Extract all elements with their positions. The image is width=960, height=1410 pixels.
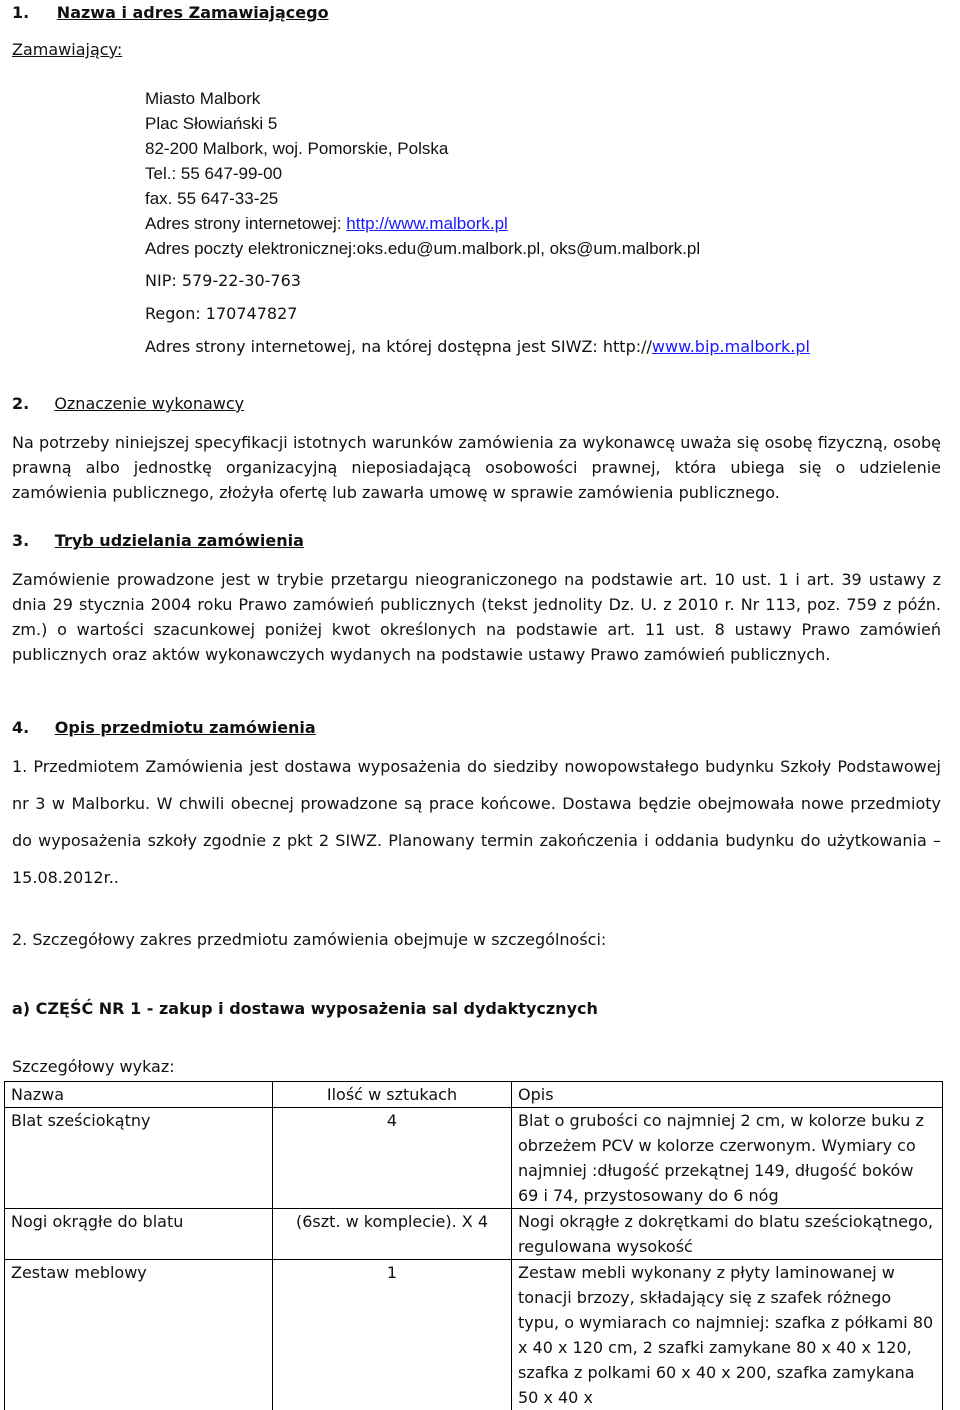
phone-line: Tel.: 55 647-99-00 [145, 164, 282, 184]
row-desc: Blat o grubości co najmniej 2 cm, w kolorze buku z obrzeżem PCV w kolorze czerwonym. Wymiary co najmniej :długość przekątnej 149, długość boków 69 i 74, przystosowany do 6 nóg [512, 1108, 943, 1209]
row-desc: Zestaw mebli wykonany z płyty laminowanej w tonacji brzozy, składający się z szafek różnego typu, o wymiarach co najmniej: szafka z półkami 80 x 40 x 120 cm, 2 szafki zamykane 80 x 40 x 120, szafka z polkami 60 x 40 x 200, szafka zamykana 50 x 40 x [512, 1260, 943, 1410]
orderer-label: Zamawiający: [12, 40, 122, 59]
table-row [5, 1209, 943, 1260]
section1-title: Nazwa i adres Zamawiającego [57, 3, 329, 22]
section2-heading [12, 394, 244, 413]
header-desc: Opis [512, 1082, 943, 1108]
items-table [4, 1081, 943, 1410]
section2-number: 2. [12, 394, 29, 413]
email-line: Adres poczty elektronicznej:oks.edu@um.malbork.pl, oks@um.malbork.pl [145, 239, 700, 259]
section3-body: Zamówienie prowadzone jest w trybie przetargu nieograniczonego na podstawie art. 10 ust. 1 i art. 39 ustawy z dnia 29 stycznia 2004 roku Prawo zamówień publicznych (tekst jednolity Dz. U. z 2010 r. Nr 113, poz. 759 z późn. zm.) o wartości szacunkowej poniżej kwot określonych na podstawie art. 11 ust. 8 ustawy Prawo zamówień publicznych oraz aktów wykonawczych wydanych na podstawie ustawy Prawo zamówień publicznych. [12, 567, 941, 667]
table-row [5, 1260, 943, 1410]
section1-heading [12, 3, 329, 22]
row-name: Blat sześciokątny [5, 1108, 273, 1209]
row-qty: 1 [273, 1260, 512, 1410]
table-row [5, 1108, 943, 1209]
section3-heading [12, 531, 304, 550]
website-prefix: Adres strony internetowej: [145, 214, 346, 233]
section2-title: Oznaczenie wykonawcy [54, 394, 244, 413]
section4-number: 4. [12, 718, 29, 737]
regon-line: Regon: 170747827 [145, 304, 297, 323]
section2-body: Na potrzeby niniejszej specyfikacji istotnych warunków zamówienia za wykonawcę uważa się osobę fizyczną, osobę prawną albo jednostkę organizacyjną nieposiadającą osobowości prawnej, która ubiega się o udzielenie zamówienia publicznego, złożyła ofertę lub zawarła umowę w sprawie zamówienia publicznego. [12, 430, 941, 505]
header-qty: Ilość w sztukach [273, 1082, 512, 1108]
section4-title: Opis przedmiotu zamówienia [55, 718, 316, 737]
siwz-line [145, 337, 810, 356]
nip-line: NIP: 579-22-30-763 [145, 271, 301, 290]
row-qty: 4 [273, 1108, 512, 1209]
website-link[interactable]: http://www.malbork.pl [346, 214, 508, 233]
section3-number: 3. [12, 531, 29, 550]
section4-para1: 1. Przedmiotem Zamówienia jest dostawa wyposażenia do siedziby nowopowstałego budynku Szkoły Podstawowej nr 3 w Malborku. W chwili obecnej prowadzone są prace końcowe. Dostawa będzie obejmowała nowe przedmioty do wyposażenia szkoły zgodnie z pkt 2 SIWZ. Planowany termin zakończenia i oddania budynku do użytkowania – 15.08.2012r.. [12, 748, 941, 896]
website-line [145, 214, 508, 234]
header-name: Nazwa [5, 1082, 273, 1108]
section1-number: 1. [12, 3, 29, 22]
list-label: Szczegółowy wykaz: [12, 1057, 175, 1076]
address-line-1: Miasto Malbork [145, 89, 260, 109]
fax-line: fax. 55 647-33-25 [145, 189, 278, 209]
siwz-link[interactable]: www.bip.malbork.pl [652, 337, 810, 356]
address-line-2: Plac Słowiański 5 [145, 114, 277, 134]
siwz-prefix: Adres strony internetowej, na której dostępna jest SIWZ: http:// [145, 337, 652, 356]
section4-heading [12, 718, 316, 737]
row-qty: (6szt. w komplecie). X 4 [273, 1209, 512, 1260]
address-line-3: 82-200 Malbork, woj. Pomorskie, Polska [145, 139, 448, 159]
row-name: Nogi okrągłe do blatu [5, 1209, 273, 1260]
row-desc: Nogi okrągłe z dokrętkami do blatu sześciokątnego, regulowana wysokość [512, 1209, 943, 1260]
row-name: Zestaw meblowy [5, 1260, 273, 1410]
table-header-row [5, 1082, 943, 1108]
section3-title: Tryb udzielania zamówienia [55, 531, 304, 550]
section4-para2: 2. Szczegółowy zakres przedmiotu zamówienia obejmuje w szczególności: [12, 930, 606, 949]
part1-heading: a) CZĘŚĆ NR 1 - zakup i dostawa wyposażenia sal dydaktycznych [12, 999, 598, 1018]
